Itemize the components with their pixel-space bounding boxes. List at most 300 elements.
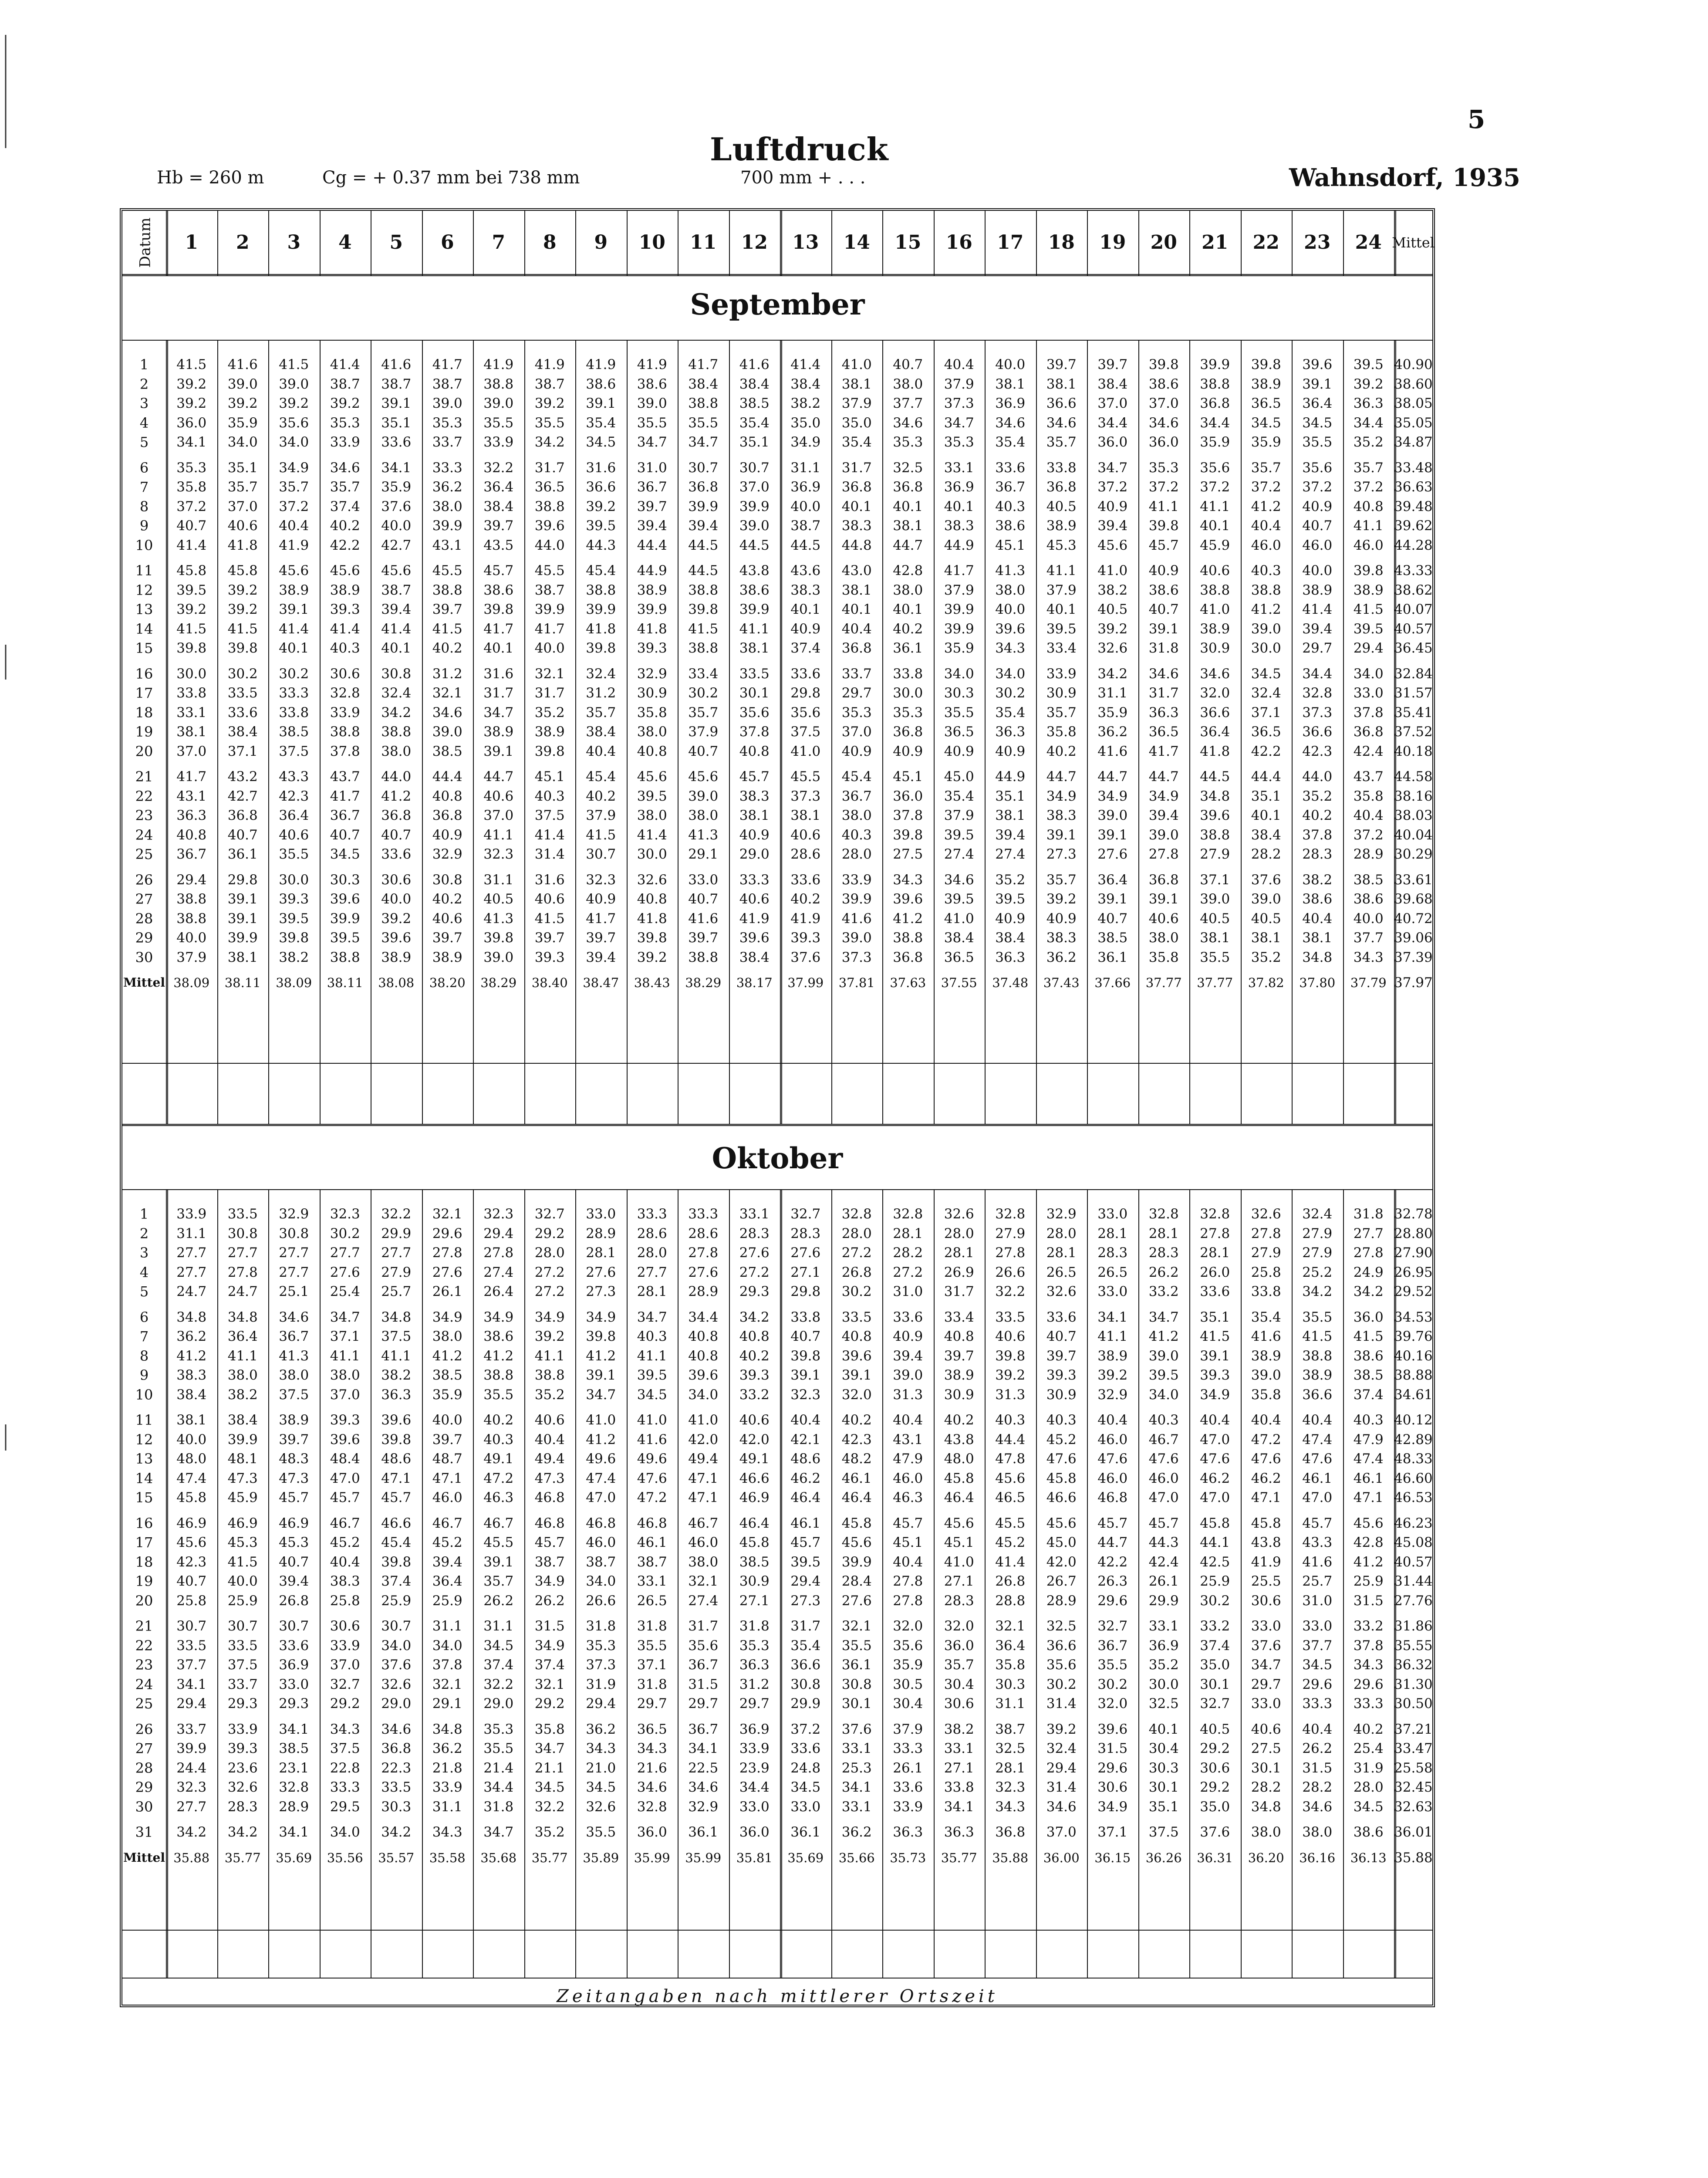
value-cell: 38.4 [227, 1412, 258, 1428]
gravity-correction: Cg = + 0.37 mm bei 738 mm [322, 168, 580, 188]
daily-mean-cell: 39.48 [1394, 498, 1433, 514]
value-cell: 39.1 [1148, 621, 1179, 637]
value-cell: 39.1 [227, 891, 258, 907]
hour-header: 22 [1252, 231, 1279, 254]
value-cell: 29.0 [381, 1696, 412, 1711]
value-cell: 39.1 [586, 396, 616, 411]
value-cell: 30.1 [841, 1696, 872, 1711]
value-cell: 40.5 [1097, 602, 1128, 617]
value-cell: 32.6 [637, 872, 667, 888]
value-cell: 35.1 [1200, 1309, 1230, 1325]
value-cell: 39.6 [688, 1367, 719, 1383]
value-cell: 45.5 [483, 1535, 514, 1550]
value-cell: 38.7 [586, 1554, 616, 1570]
value-cell: 38.6 [1302, 891, 1333, 907]
value-cell: 40.7 [790, 1329, 821, 1344]
value-cell: 47.3 [534, 1470, 565, 1486]
value-cell: 45.4 [586, 769, 616, 785]
value-cell: 48.4 [330, 1451, 360, 1467]
day-cell: 22 [135, 788, 153, 805]
value-cell: 30.6 [1097, 1779, 1128, 1795]
value-cell: 33.2 [1200, 1618, 1230, 1634]
value-cell: 38.0 [432, 498, 462, 514]
hour-header: 24 [1355, 231, 1382, 254]
value-cell: 32.3 [586, 872, 616, 888]
value-cell: 40.8 [944, 1329, 974, 1344]
value-cell: 38.1 [893, 518, 923, 534]
value-cell: 41.7 [176, 769, 207, 785]
value-cell: 33.8 [944, 1779, 974, 1795]
hourly-mean-cell: 36.13 [1350, 1850, 1387, 1865]
value-cell: 38.3 [841, 518, 872, 534]
value-cell: 39.0 [893, 1367, 923, 1383]
column-rule [780, 211, 782, 276]
value-cell: 41.7 [483, 621, 514, 637]
table-row [122, 1204, 1432, 1224]
value-cell: 34.3 [637, 1741, 667, 1756]
value-cell: 43.7 [330, 769, 360, 785]
value-cell: 37.4 [330, 498, 360, 514]
value-cell: 37.5 [330, 1741, 360, 1756]
value-cell: 29.8 [227, 872, 258, 888]
value-cell: 26.2 [1148, 1264, 1179, 1280]
value-cell: 41.5 [586, 827, 616, 843]
value-cell: 34.4 [1097, 415, 1128, 431]
value-cell: 38.5 [279, 1741, 309, 1756]
value-cell: 39.5 [995, 891, 1026, 907]
hour-header: 13 [792, 231, 819, 254]
hour-header: 3 [287, 231, 301, 254]
value-cell: 38.8 [534, 498, 565, 514]
value-cell: 47.6 [1251, 1451, 1281, 1467]
value-cell: 32.1 [534, 666, 565, 682]
value-cell: 45.7 [381, 1490, 412, 1505]
value-cell: 45.5 [790, 769, 821, 785]
value-cell: 39.8 [893, 827, 923, 843]
value-cell: 34.2 [1097, 666, 1128, 682]
value-cell: 27.1 [790, 1264, 821, 1280]
value-cell: 37.9 [841, 396, 872, 411]
hour-header: 4 [338, 231, 352, 254]
value-cell: 33.6 [1200, 1284, 1230, 1299]
value-cell: 47.6 [1302, 1451, 1333, 1467]
value-cell: 28.6 [790, 846, 821, 862]
value-cell: 38.9 [944, 1367, 974, 1383]
value-cell: 47.3 [227, 1470, 258, 1486]
mean-row [122, 1848, 1432, 1867]
value-cell: 40.1 [944, 498, 974, 514]
value-cell: 40.6 [1200, 563, 1230, 578]
value-cell: 29.2 [1200, 1779, 1230, 1795]
value-cell: 42.4 [1353, 743, 1384, 759]
value-cell: 39.3 [637, 640, 667, 656]
table-row [122, 845, 1432, 864]
value-cell: 32.8 [1200, 1206, 1230, 1222]
value-cell: 33.3 [330, 1779, 360, 1795]
value-cell: 37.1 [227, 743, 258, 759]
value-cell: 41.1 [1046, 563, 1077, 578]
value-cell: 40.0 [995, 357, 1026, 372]
value-cell: 46.4 [790, 1490, 821, 1505]
value-cell: 40.0 [381, 891, 412, 907]
value-cell: 34.8 [1302, 949, 1333, 965]
value-cell: 40.4 [1353, 808, 1384, 823]
value-cell: 32.7 [790, 1206, 821, 1222]
value-cell: 35.5 [637, 1637, 667, 1654]
value-cell: 32.8 [893, 1206, 923, 1222]
value-cell: 40.8 [739, 743, 770, 759]
value-cell: 22.5 [688, 1760, 719, 1776]
value-cell: 39.2 [227, 582, 258, 598]
value-cell: 36.7 [279, 1329, 309, 1344]
hourly-mean-cell: 38.29 [480, 975, 517, 990]
value-cell: 45.6 [1353, 1515, 1384, 1531]
value-cell: 41.5 [1353, 602, 1384, 617]
value-cell: 40.9 [1046, 910, 1077, 927]
hourly-mean-cell: 37.66 [1094, 975, 1131, 990]
daily-mean-cell: 42.89 [1394, 1431, 1433, 1447]
value-cell: 42.3 [279, 788, 309, 804]
column-rule [934, 211, 935, 276]
value-cell: 32.3 [330, 1206, 360, 1222]
value-cell: 34.1 [944, 1799, 974, 1815]
value-cell: 30.3 [995, 1676, 1026, 1692]
value-cell: 43.8 [739, 563, 770, 578]
table-row [122, 1469, 1432, 1488]
value-cell: 37.2 [1148, 479, 1179, 495]
value-cell: 39.9 [841, 1554, 872, 1570]
hourly-mean-cell: 37.63 [890, 975, 926, 990]
scan-edge-marks [4, 0, 7, 2178]
value-cell: 36.1 [688, 1824, 719, 1840]
value-cell: 46.1 [790, 1515, 821, 1531]
value-cell: 34.7 [637, 1309, 667, 1325]
day-cell: 6 [139, 1309, 149, 1326]
value-cell: 30.5 [893, 1676, 923, 1692]
value-cell: 33.0 [1353, 685, 1384, 701]
value-cell: 41.2 [1251, 602, 1281, 617]
value-cell: 41.1 [534, 1348, 565, 1364]
column-rule [729, 211, 730, 276]
value-cell: 47.0 [1200, 1431, 1230, 1447]
value-cell: 34.7 [534, 1741, 565, 1756]
hourly-mean-cell: 38.29 [685, 975, 722, 990]
hourly-mean-cell: 35.68 [480, 1850, 517, 1865]
value-cell: 30.2 [688, 685, 719, 701]
value-cell: 37.6 [841, 1721, 872, 1737]
value-cell: 38.8 [330, 724, 360, 740]
value-cell: 39.5 [586, 518, 616, 534]
value-cell: 41.6 [1251, 1329, 1281, 1344]
value-cell: 32.4 [1302, 1206, 1333, 1222]
value-cell: 47.1 [381, 1470, 412, 1486]
value-cell: 38.4 [944, 930, 974, 946]
value-cell: 27.2 [534, 1284, 565, 1299]
value-cell: 39.9 [739, 498, 770, 514]
value-cell: 32.5 [995, 1741, 1026, 1756]
value-cell: 27.6 [330, 1264, 360, 1280]
value-cell: 48.6 [790, 1451, 821, 1467]
table-row [122, 413, 1432, 433]
value-cell: 35.4 [841, 434, 872, 450]
value-cell: 45.7 [739, 769, 770, 785]
value-cell: 33.9 [330, 434, 360, 450]
value-cell: 49.4 [534, 1451, 565, 1467]
value-cell: 40.4 [944, 357, 974, 372]
value-cell: 34.3 [893, 872, 923, 888]
day-cell: 3 [139, 1245, 149, 1261]
value-cell: 34.2 [534, 434, 565, 450]
value-cell: 48.0 [176, 1451, 207, 1467]
value-cell: 40.0 [176, 1431, 207, 1447]
value-cell: 43.3 [279, 769, 309, 785]
value-cell: 34.1 [279, 1721, 309, 1737]
value-cell: 38.9 [1302, 1367, 1333, 1383]
value-cell: 39.3 [1046, 1367, 1077, 1383]
value-cell: 30.6 [381, 872, 412, 888]
value-cell: 28.3 [1148, 1245, 1179, 1261]
day-cell: 27 [135, 891, 153, 907]
value-cell: 28.9 [1353, 846, 1384, 862]
value-cell: 30.0 [1148, 1676, 1179, 1692]
value-cell: 43.2 [227, 769, 258, 785]
value-cell: 47.1 [688, 1490, 719, 1505]
value-cell: 44.7 [1148, 769, 1179, 785]
value-cell: 38.4 [739, 376, 770, 392]
value-cell: 35.1 [995, 788, 1026, 804]
day-cell: 4 [139, 1264, 149, 1281]
value-cell: 35.6 [790, 704, 821, 720]
value-cell: 41.9 [637, 357, 667, 372]
value-cell: 38.5 [1353, 872, 1384, 888]
value-cell: 37.9 [586, 808, 616, 823]
value-cell: 39.6 [1302, 357, 1333, 372]
hourly-mean-cell: 35.73 [890, 1850, 926, 1865]
value-cell: 34.3 [995, 1799, 1026, 1815]
value-cell: 41.6 [739, 357, 770, 372]
value-cell: 35.6 [1302, 460, 1333, 476]
value-cell: 36.9 [1148, 1637, 1179, 1654]
value-cell: 28.9 [586, 1225, 616, 1241]
value-cell: 35.1 [227, 460, 258, 476]
value-cell: 39.2 [534, 1329, 565, 1344]
value-cell: 33.7 [176, 1721, 207, 1737]
value-cell: 41.0 [944, 1554, 974, 1570]
value-cell: 38.0 [995, 582, 1026, 598]
value-cell: 26.1 [893, 1760, 923, 1776]
value-cell: 33.9 [176, 1206, 207, 1222]
value-cell: 27.6 [586, 1264, 616, 1280]
value-cell: 44.7 [483, 769, 514, 785]
value-cell: 28.3 [790, 1225, 821, 1241]
table-row [122, 1488, 1432, 1507]
value-cell: 34.5 [637, 1387, 667, 1403]
value-cell: 41.5 [176, 621, 207, 637]
value-cell: 34.0 [330, 1824, 360, 1840]
value-cell: 32.1 [432, 685, 462, 701]
value-cell: 34.4 [688, 1309, 719, 1325]
value-cell: 41.5 [534, 910, 565, 927]
value-cell: 37.2 [176, 498, 207, 514]
value-cell: 33.6 [893, 1779, 923, 1795]
value-cell: 38.0 [1251, 1824, 1281, 1840]
value-cell: 39.5 [790, 1554, 821, 1570]
value-cell: 33.3 [688, 1206, 719, 1222]
value-cell: 35.9 [227, 415, 258, 431]
value-cell: 40.9 [1302, 498, 1333, 514]
value-cell: 25.9 [432, 1593, 462, 1609]
month-title-oktober: Oktober [712, 1141, 843, 1175]
value-cell: 40.1 [1200, 518, 1230, 534]
hourly-mean-cell: 38.17 [736, 975, 773, 990]
hour-header: 23 [1304, 231, 1331, 254]
mean-row-label: Mittel [123, 975, 165, 990]
hourly-mean-cell: 38.11 [224, 975, 261, 990]
value-cell: 35.5 [483, 1741, 514, 1756]
table-row [122, 1552, 1432, 1572]
daily-mean-cell: 39.62 [1394, 518, 1433, 534]
value-cell: 31.1 [790, 460, 821, 476]
value-cell: 35.5 [637, 415, 667, 431]
value-cell: 30.3 [1148, 1760, 1179, 1776]
mittel-header: Mittel [1392, 234, 1435, 251]
day-cell: 21 [135, 1618, 153, 1634]
value-cell: 38.2 [227, 1387, 258, 1403]
value-cell: 29.9 [381, 1225, 412, 1241]
value-cell: 35.7 [227, 479, 258, 495]
value-cell: 27.8 [1251, 1225, 1281, 1241]
value-cell: 32.6 [586, 1799, 616, 1815]
value-cell: 33.5 [995, 1309, 1026, 1325]
daily-mean-cell: 46.60 [1394, 1470, 1433, 1486]
value-cell: 34.1 [279, 1824, 309, 1840]
value-cell: 40.1 [483, 640, 514, 656]
value-cell: 39.0 [1251, 1367, 1281, 1383]
value-cell: 34.6 [1200, 666, 1230, 682]
value-cell: 38.6 [637, 376, 667, 392]
value-cell: 36.7 [841, 788, 872, 804]
value-cell: 32.0 [1097, 1696, 1128, 1711]
value-cell: 41.6 [637, 1431, 667, 1447]
daily-mean-cell: 38.62 [1394, 582, 1433, 598]
column-rule [524, 211, 525, 276]
value-cell: 35.4 [995, 434, 1026, 450]
value-cell: 36.7 [1097, 1637, 1128, 1654]
value-cell: 32.6 [944, 1206, 974, 1222]
value-cell: 28.1 [586, 1245, 616, 1261]
value-cell: 33.3 [432, 460, 462, 476]
value-cell: 39.8 [1148, 518, 1179, 534]
value-cell: 36.5 [944, 724, 974, 740]
value-cell: 27.8 [227, 1264, 258, 1280]
value-cell: 46.9 [176, 1515, 207, 1531]
value-cell: 35.3 [893, 434, 923, 450]
value-cell: 27.9 [381, 1264, 412, 1280]
value-cell: 45.6 [995, 1470, 1026, 1486]
value-cell: 40.6 [279, 827, 309, 843]
value-cell: 38.6 [483, 1329, 514, 1344]
value-cell: 30.9 [1046, 1387, 1077, 1403]
column-rule [422, 211, 423, 276]
value-cell: 38.6 [1148, 582, 1179, 598]
value-cell: 33.5 [227, 1637, 258, 1654]
value-cell: 34.4 [1200, 415, 1230, 431]
value-cell: 25.4 [330, 1284, 360, 1299]
value-cell: 38.9 [381, 949, 412, 965]
table-row [122, 536, 1432, 555]
value-cell: 39.1 [483, 743, 514, 759]
value-cell: 24.4 [176, 1760, 207, 1776]
value-cell: 36.0 [1097, 434, 1128, 450]
value-cell: 41.9 [483, 357, 514, 372]
value-cell: 39.8 [176, 640, 207, 656]
value-cell: 32.3 [483, 1206, 514, 1222]
value-cell: 43.1 [893, 1431, 923, 1447]
value-cell: 28.1 [637, 1284, 667, 1299]
value-cell: 45.9 [1200, 537, 1230, 553]
value-cell: 32.6 [381, 1676, 412, 1692]
pressure-base: 700 mm + . . . [740, 168, 866, 188]
value-cell: 38.6 [483, 582, 514, 598]
value-cell: 39.0 [1200, 891, 1230, 907]
day-cell: 28 [135, 1759, 153, 1776]
value-cell: 44.0 [1302, 769, 1333, 785]
value-cell: 38.5 [279, 724, 309, 740]
value-cell: 41.1 [1353, 518, 1384, 534]
hourly-mean-cell: 37.80 [1299, 975, 1336, 990]
value-cell: 41.0 [586, 1412, 616, 1428]
value-cell: 34.2 [1302, 1284, 1333, 1299]
value-cell: 33.2 [1148, 1284, 1179, 1299]
value-cell: 33.0 [1302, 1618, 1333, 1634]
value-cell: 39.4 [432, 1554, 462, 1570]
value-cell: 39.9 [944, 602, 974, 617]
value-cell: 35.7 [586, 704, 616, 720]
value-cell: 46.8 [534, 1515, 565, 1531]
value-cell: 25.3 [841, 1760, 872, 1776]
value-cell: 38.3 [1046, 930, 1077, 946]
daily-mean-cell: 32.63 [1394, 1799, 1433, 1815]
value-cell: 37.9 [944, 376, 974, 392]
table-row [122, 806, 1432, 825]
value-cell: 35.3 [330, 415, 360, 431]
value-cell: 27.2 [893, 1264, 923, 1280]
value-cell: 37.4 [381, 1573, 412, 1589]
value-cell: 28.9 [1046, 1593, 1077, 1609]
value-cell: 33.9 [432, 1779, 462, 1795]
value-cell: 34.0 [586, 1573, 616, 1589]
value-cell: 36.6 [1046, 1637, 1077, 1654]
table-header-row [122, 211, 1435, 276]
value-cell: 39.2 [1097, 621, 1128, 637]
day-cell: 15 [135, 1489, 153, 1506]
value-cell: 35.2 [534, 1824, 565, 1840]
value-cell: 35.5 [483, 415, 514, 431]
hourly-mean-cell: 35.88 [173, 1850, 210, 1865]
value-cell: 44.5 [688, 537, 719, 553]
value-cell: 41.7 [586, 910, 616, 927]
value-cell: 37.2 [790, 1721, 821, 1737]
value-cell: 24.7 [176, 1284, 207, 1299]
value-cell: 33.7 [432, 434, 462, 450]
value-cell: 40.3 [330, 640, 360, 656]
value-cell: 35.0 [1200, 1799, 1230, 1815]
hour-header: 15 [895, 231, 922, 254]
value-cell: 36.0 [1353, 1309, 1384, 1325]
value-cell: 30.7 [279, 1618, 309, 1634]
daily-mean-cell: 32.78 [1394, 1206, 1433, 1222]
value-cell: 38.8 [381, 724, 412, 740]
